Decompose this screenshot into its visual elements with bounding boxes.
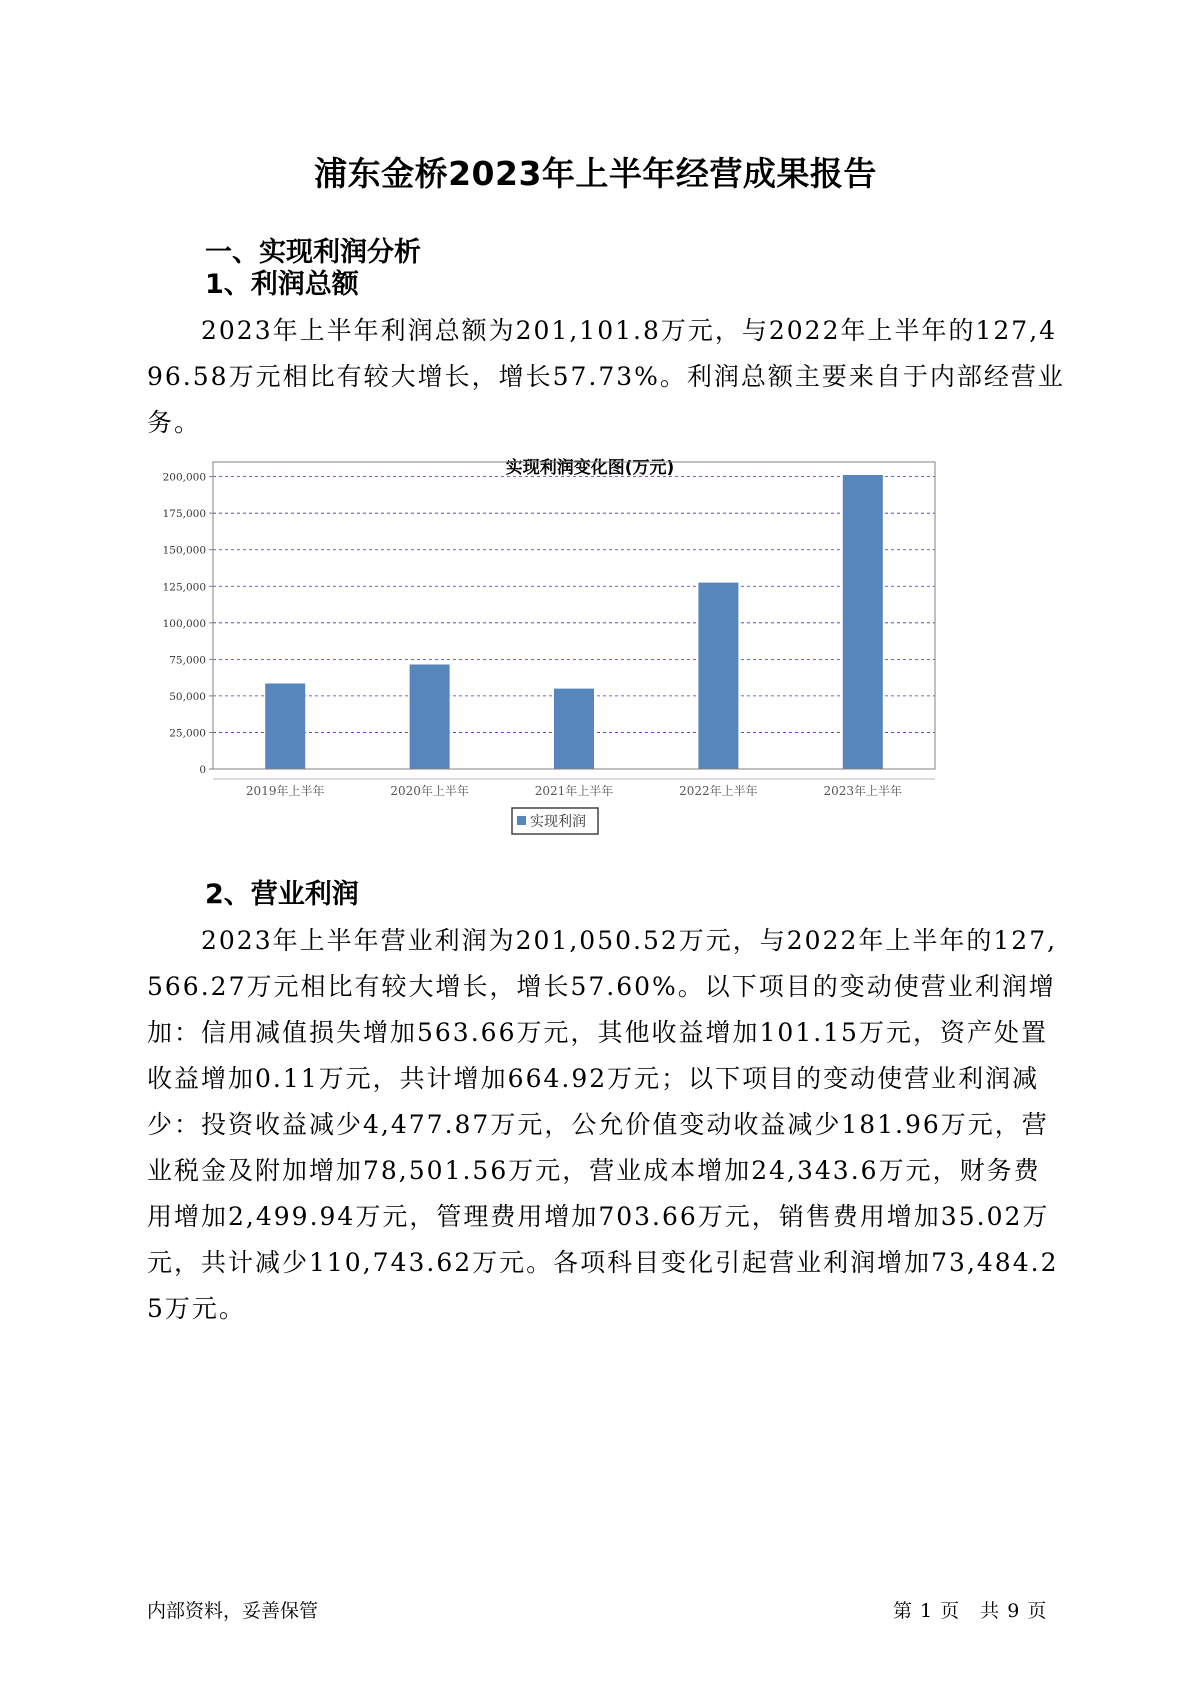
y-tick-label: 25,000 <box>169 727 206 740</box>
bar <box>265 683 305 769</box>
paragraph-operating-profit: 2023年上半年营业利润为201,050.52万元，与2022年上半年的127,566.27万元相比有较大增长，增长57.60%。以下项目的变动使营业利润增加：信用减值损失增加563.66万元，其他收益增加101.15万元，资产处置收益增加0.11万元，共计增加664.92万元；以下项目的变动使营业利润减少：投资收益减少4,477.87万元，公允价值变动收益减少181.96万元，营业税金及附加增加78,501.56万元，营业成本增加24,343.6万元，财务费用增加2,499.94万元，管理费用增加703.66万元，销售费用增加35.02万元，共计减少110,743.62万元。各项科目变化引起营业利润增加73,484.25万元。 <box>147 926 1059 1323</box>
subheading-operating-profit: 2、营业利润 <box>205 879 359 910</box>
y-tick-label: 75,000 <box>169 654 206 667</box>
y-tick-label: 125,000 <box>162 581 206 594</box>
x-tick-label: 2023年上半年 <box>823 784 903 798</box>
footer-confidential-note: 内部资料，妥善保管 <box>147 1600 319 1622</box>
x-tick-label: 2021年上半年 <box>534 784 614 798</box>
chart-bars <box>265 475 883 769</box>
bar <box>554 689 594 769</box>
chart-legend <box>512 808 598 834</box>
chart-x-tick-labels <box>213 779 935 798</box>
y-tick-label: 150,000 <box>162 544 206 557</box>
paragraph-total-profit: 2023年上半年利润总额为201,101.8万元，与2022年上半年的127,496.58万元相比有较大增长，增长57.73%。利润总额主要来自于内部经营业务。 <box>147 316 1065 437</box>
page-title: 浦东金桥2023年上半年经营成果报告 <box>314 154 877 193</box>
legend-swatch <box>517 816 526 825</box>
x-tick-label: 2019年上半年 <box>245 784 325 798</box>
y-tick-label: 100,000 <box>162 617 206 630</box>
bar <box>698 583 738 769</box>
footer-page-number: 第 1 页 共 9 页 <box>893 1600 1048 1622</box>
x-tick-label: 2022年上半年 <box>679 784 758 798</box>
chart-title: 实现利润变化图(万元) <box>505 458 675 478</box>
bar <box>843 475 883 769</box>
bar <box>410 664 450 769</box>
y-tick-label: 0 <box>199 764 206 776</box>
chart-svg <box>160 450 1020 910</box>
profit-chart <box>160 450 1020 910</box>
y-tick-label: 200,000 <box>162 471 206 484</box>
section-heading-profit-analysis: 一、实现利润分析 <box>205 237 421 268</box>
y-tick-label: 175,000 <box>162 508 206 521</box>
legend-label: 实现利润 <box>530 814 586 830</box>
y-tick-label: 50,000 <box>169 690 206 703</box>
chart-y-tick-labels <box>163 472 213 776</box>
x-tick-label: 2020年上半年 <box>390 784 469 798</box>
subheading-total-profit: 1、利润总额 <box>205 269 359 300</box>
